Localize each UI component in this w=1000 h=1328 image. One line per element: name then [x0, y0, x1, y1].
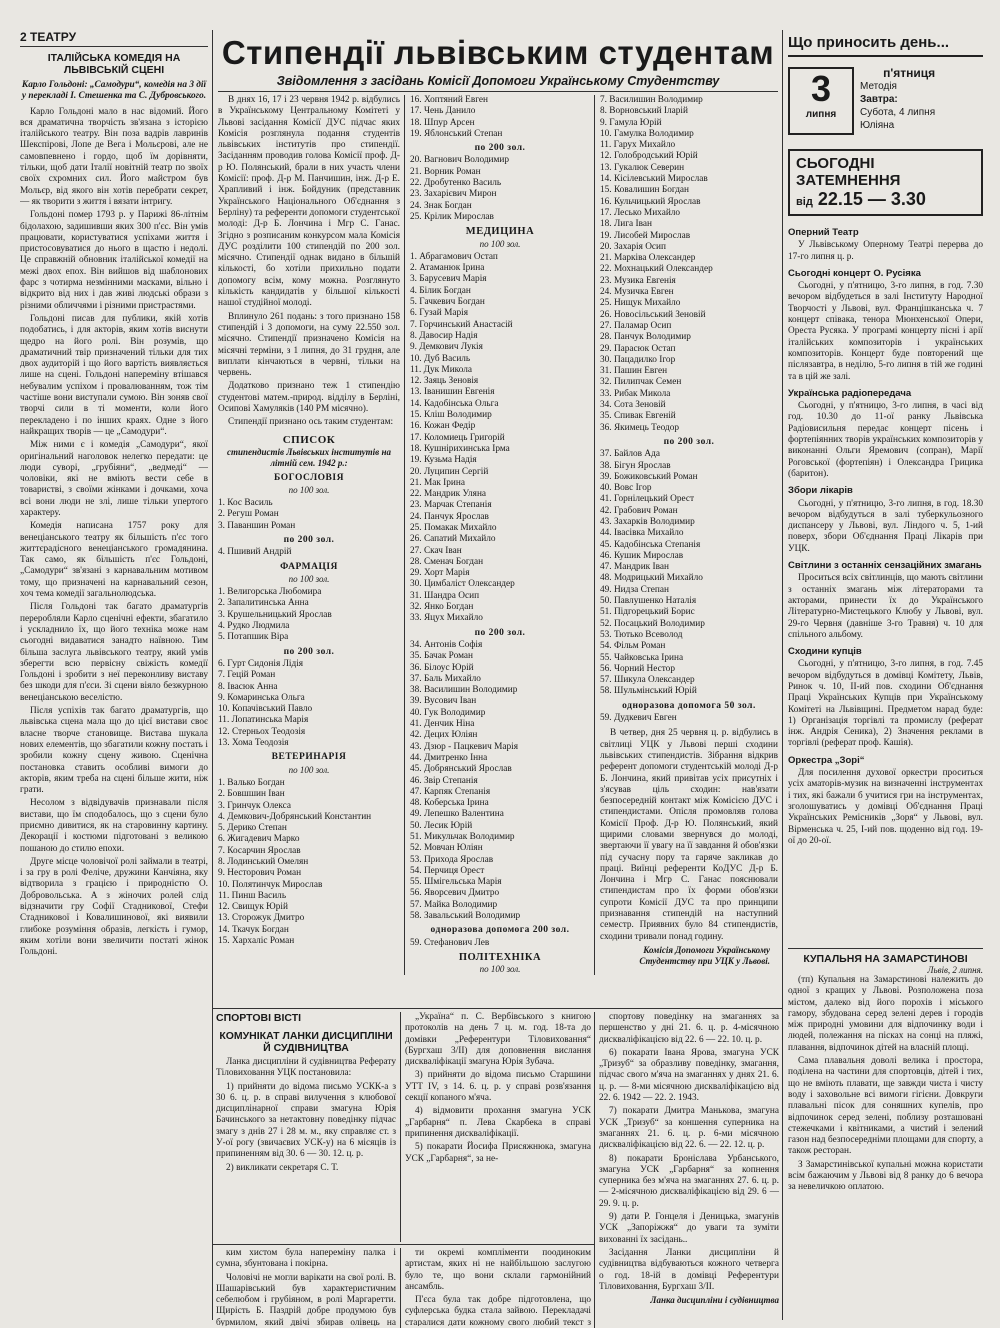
polytech-title: ПОЛІТЕХНІКА: [458, 951, 542, 963]
announcements: [788, 222, 983, 942]
list-item: 52. Посацький Володимир: [600, 618, 705, 629]
list-item: 34. Антонів Софія: [410, 639, 483, 650]
sports-paragraph: 7) покарати Дмитра Маньковa, змагуна УСК „Тризуб“ за коншення суперника на змаганнях 21. 6. ц. р. 6-ми місячною дискваліфікацією від 22. 6. — 22. 12. ц. р.: [599, 1106, 779, 1151]
list-item: 38. Василишин Володимир: [410, 685, 518, 696]
list-item: 37. Байлов Ада: [600, 449, 660, 460]
list-item: 12. Заяць Зеновія: [410, 376, 479, 387]
list-item: 1. Велигорська Любомира: [218, 587, 322, 598]
announcement-text: Сьогодні, у п'ятницю, 3-го липня, в год. 18.30 вечором відбудуться в залі туберкульозного диспансеру у Львові, вул. Ліндого ч. 5, 1-ий поверх, збори Об'єднання Праці Лікарів при УЦК.: [788, 498, 983, 554]
sports-paragraph: 2) викликати секретаря С. Т.: [226, 1162, 339, 1173]
list-item: 19. Лисобей Мирослав: [600, 230, 691, 241]
bath-paragraph: (тп) Купальня на Замарстинові належить до одної з кращих у Львові. Розположена поза містом, далеко від його порохів і міського гамору, збудована серед зелені дерев і городів між природні умовини для відпочинку води і людей, полежання на пісках на сонці на пляжі, плавання, відпочинок дітей на власній площі.: [788, 975, 983, 1053]
list-item: 7. Косарчин Ярослав: [218, 845, 301, 856]
sports-paragraph: Ланка дисципліни й судівництва Реферату Тіловиховання УЦК постановила:: [216, 1057, 396, 1079]
list-item: 37. Баль Михайло: [410, 673, 481, 684]
list-item: 20. Вагнович Володимир: [410, 155, 510, 166]
list-item: 21. Марківа Олександер: [600, 253, 696, 264]
list-item: 13. Іванишин Евгенія: [410, 387, 495, 398]
review-paragraph: Гольдоні писав для публики, якій хотів подобатись, і для акторів, яким хотів виснути щедро на його ролі. Він розумів, що драматичний твір призначений тільки для тих двох аудиторій і що його вартість виявляється лише на сцені. Гольдоні напереміну втішався небувалим успіхом і провалюванням, тож тім частіше вони виступали сумою. Він зоняв свої творчі сили в ті моменти, коли його перекладено і по інших краях. Одне з його найкращих творів — це „Самодури“.: [20, 313, 208, 437]
list-item: 58. Завальський Володимир: [410, 911, 521, 922]
list-item: 19. Яблонський Степан: [410, 128, 503, 139]
review-paragraph: Гольдоні помер 1793 р. у Парижі 86-літнім бідолахою, задишивши яких 300 п'єс. Він умів працювати, користуватися успіхами життя і пристосовуватися до нього в щастю і недолі. Це справжній обновник італійської комедії на межі двох епох. Він вийшов від шаблонових фарс з чотирма незмінними масками, вільно і відкрито від них і дав живі людські образи з різними обличчями і різними пристрастями.: [20, 210, 208, 311]
scholarship-column-2: [410, 95, 590, 975]
blackout-from: від: [796, 196, 813, 208]
list-item: 2. Запалитинська Анна: [218, 598, 309, 609]
day-panel-title: Що приносить день...: [788, 34, 950, 51]
sports-paragraph: спортову поведінку на змаганнях за першенство у дні 21. 6. ц. р. 4-місячною дискваліфікацією від 22. 6 — 22. 10. ц. р.: [599, 1012, 779, 1045]
list-item: 3. Барусевич Марія: [410, 274, 487, 285]
list-item: 16. Хоптяний Евген: [410, 95, 489, 105]
list-item: 20. Луципин Сергій: [410, 466, 489, 477]
polytech-amount: по 100 зол.: [479, 964, 521, 975]
list-item: 52. Мовчан Юліян: [410, 843, 483, 854]
list-item: 10. Полятинчук Мирослав: [218, 879, 323, 890]
intro-paragraph: Додатково признано теж 1 стипендію студентові матем.-природ. відділу в Берліні, Осипові Хамуляків (140 РМ місячно).: [218, 381, 400, 415]
veterinary-list-continued: [410, 95, 590, 140]
continuation-paragraph: П'єса була так добре підготовлена, що суфлерська будка стала зайвою. Перекладачі старалися дати кожному свого любий текст з: [405, 1295, 591, 1326]
list-item: 5. Гачкевич Богдан: [410, 297, 485, 308]
list-item: 32. Пилипчак Семен: [600, 377, 682, 388]
review-continuation-1: [216, 1248, 396, 1326]
scholarship-column-3: [600, 95, 778, 975]
list-item: 1. Абрагамович Остап: [410, 251, 498, 262]
polytech-one-time: [600, 713, 778, 724]
list-item: 48. Модрицький Михайло: [600, 573, 703, 584]
medicine-amount: по 100 зол.: [479, 238, 521, 249]
list-item: 38. Бігун Ярослав: [600, 460, 671, 471]
list-item: 55. Шмігельська Марія: [410, 877, 502, 888]
review-paragraph: Між ними є і комедія „Самодури“, якої оригінальний наголовок нелегко передати: це люди суворі, „грубіяни“, „ведмеді“ — чоловіки, які не вміють вести себе в товаристві, з своїми жінками і дочками, хоча всі вони люди не злі, лише тільки упертого характеру.: [20, 440, 208, 518]
list-item: 28. Панчук Володимир: [600, 332, 691, 343]
list-item: 59. Стефанович Лев: [410, 937, 490, 948]
list-item: 9. Гамула Юрій: [600, 117, 662, 128]
meeting-report: В четвер, дня 25 червня ц. р. відбулись в світлиці УЦК у Львові перші сходини львівських стипендистів. Зібрання відкрив референт допомоги студентській молоді Д-р Б. Лончина, який привітав усіх присутніх і з'ясував ціль сходин: нав'язати безпосередній контакт між Комісією ДУС і стипендистами. Опісля промовляв голова Комісії Проф. Д-р Ю. Полянський, який щирими словами звернувся до молоді, звертаючи її увагу на її завдання й обов'язки під сучасну пору та гаряче закликав до праці. Виїнці референти КоДУС Д-р Б. Лончина і Мгр С. Ганас пояснювали стипендистам про їх форми обов'язки супроти Комісії ДУС та про принципи признавання стипендій на наступний семестр. Приявних було 84 стипендистів, сходини тривали понад годину.: [600, 728, 778, 942]
list-item: 39. Божиковський Роман: [600, 471, 698, 482]
list-item: 40. Вовс Ігор: [600, 483, 652, 494]
list-item: 7. Василишин Володимир: [600, 95, 703, 105]
col4-one-time: одноразова допомога 50 зол.: [622, 700, 756, 711]
list-item: 53. Прихода Ярослав: [410, 854, 494, 865]
list-item: 29. Парасюк Остап: [600, 343, 676, 354]
list-item: 23. Марчак Степанія: [410, 500, 492, 511]
list-item: 59. Дудкевич Евген: [600, 713, 677, 724]
list-item: 47. Карпяк Степанія: [410, 786, 491, 797]
list-item: 4. Демкович-Добрянський Константин: [218, 811, 372, 822]
veterinary-list-200: [410, 155, 590, 223]
faculty-list: [218, 778, 400, 947]
announcement-heading: Сходини купців: [788, 646, 862, 658]
list-item: 13. Хома Теодозія: [218, 738, 289, 749]
bath-paragraph: Сама плавальня доволі велика і простора, поділена на частини для спортовців, дітей і тих, що не вміють плавати, ще завжди чиста і чисту воду і заховольне всі вимоги гігієни. Довкруги плавальні пісок для соняшних купелів, про відпочинок серед зелені, поблизу розташовані стежечками і квітниками, а чистий і зелений газон над безпосередніми площами для спорту, а також ресторан.: [788, 1056, 983, 1157]
list-item: 36. Білоус Юрій: [410, 662, 474, 673]
sports-paragraph: 3) прийняти до відома письмо Старшини УТТ IV, з 14. 6. ц. р. у справі розв'язання секції копаного м'яча.: [405, 1070, 591, 1104]
list-item: 35. Спивак Евгеній: [600, 411, 676, 422]
date-month: липня: [805, 109, 837, 120]
list-item: 8. Ворновський Іларій: [600, 106, 688, 117]
list-item: 27. Паламар Осип: [600, 320, 672, 331]
list-title: СПИСОК: [282, 433, 336, 446]
theatre-review-subtitle: Карло Гольдоні: „Самодури“, комедія на 3 дії у перекладі І. Стешенка та С. Дубровського.: [21, 80, 207, 102]
review-continuation-2: [405, 1248, 591, 1326]
list-item: 25. Нищук Михайло: [600, 298, 681, 309]
sports-column-3: [599, 1012, 779, 1312]
list-item: 42. Децих Юліян: [410, 730, 478, 741]
list-item: 8. Давосир Надія: [410, 330, 478, 341]
list-item: 45. Кадобінська Степанія: [600, 539, 701, 550]
section-name: ТЕАТРУ: [30, 30, 77, 44]
sports-column-2: [405, 1012, 591, 1242]
announcement-heading: Світлини з останніх сензаційних змагань: [788, 560, 982, 572]
list-item: 11. Гарух Михайло: [600, 140, 676, 151]
theatre-review-body: [20, 107, 208, 959]
list-item: 21. Ворник Роман: [410, 166, 481, 177]
list-item: 25. Крілик Мирослав: [410, 211, 494, 222]
list-item: 20. Захарія Осип: [600, 241, 667, 252]
faculty-list: [218, 587, 400, 643]
list-item: 41. Горнілецький Орест: [600, 494, 695, 505]
list-item: 46. Звір Степанія: [410, 775, 478, 786]
list-item: 45. Добрянський Ярослав: [410, 764, 512, 775]
list-item: 9. Несторович Роман: [218, 868, 302, 879]
list-item: 46. Кушик Мирослав: [600, 550, 684, 561]
list-item: 53. Тютько Всеволод: [600, 629, 683, 640]
medicine-title: МЕДИЦИНА: [465, 226, 535, 238]
list-item: 9. Демкович Лукія: [410, 342, 483, 353]
list-item: 4. Рудко Людмила: [218, 621, 290, 632]
bath-body: [788, 975, 983, 1235]
faculty-list-200: [218, 547, 400, 558]
list-item: 8. Лодинський Омелян: [218, 857, 309, 867]
announcement-text: Сьогодні, у п'ятницю, 3-го липня, в часі від год. 10.30 до 11-ої ранку Львівська Радіовисильня передає концерт пісень і фортепіянних творів українських композиторів у виконанні Ольги Яремович (сопран), Марії Роговської (фортепіян) і Олександра Грицика (баритон).: [788, 401, 983, 479]
list-item: 56. Яворсевич Дмитро: [410, 888, 500, 899]
list-item: 19. Кузьма Надія: [410, 455, 477, 466]
list-item: 3. Гринчук Олекса: [218, 800, 291, 811]
review-paragraph: Комедія написана 1757 року для венеціанського театру як більшість п'єс того життєрадісного венеціанського громадянина. Так само, як більшість п'єс Гольдоні, „Самодури“ зв'язані з карнавальним мотивом тому, що призначені на карнавальний сезон, хоч тема комедії загальнолюдська.: [20, 521, 208, 600]
faculty-amount-200: по 200 зол.: [283, 646, 335, 657]
list-item: 40. Гук Володимир: [410, 707, 486, 718]
sports-title: КОМУНІКАТ ЛАНКИ ДИСЦИПЛІНИ Й СУДІВНИЦТВА: [219, 1030, 393, 1054]
tomorrow-label: Завтра:: [860, 94, 898, 105]
theatre-review-title: ІТАЛІЙСЬКА КОМЕДІЯ НА ЛЬВІВСЬКІЙ СЦЕНІ: [47, 52, 181, 76]
list-item: 18. Шпур Арсен: [410, 117, 475, 128]
announcement-text: У Львівському Оперному Театрі перерва до 17-го липня ц. р.: [788, 240, 983, 262]
list-item: 6. Гузай Марія: [410, 308, 468, 319]
commission-signature: Комісія Допомоги Українському Студентству при УЦК у Львові.: [639, 944, 770, 967]
list-item: 22. Мохнацький Олександер: [600, 264, 713, 275]
list-item: 24. Панчук Ярослав: [410, 511, 489, 522]
list-item: 11. Дук Микола: [410, 364, 473, 375]
list-item: 41. Денчик Ніна: [410, 719, 475, 730]
polytech-list-200: [600, 449, 778, 698]
list-item: 21. Мак Ірина: [410, 477, 466, 488]
list-item: 49. Нидза Степан: [600, 584, 669, 595]
blackout-time: 22.15 — 3.30: [817, 189, 926, 209]
list-item: 7. Горчинський Анастасій: [410, 319, 513, 330]
faculty-amount: по 100 зол.: [288, 484, 330, 495]
faculty-title: ФАРМАЦІЯ: [280, 561, 338, 572]
list-item: 24. Знак Богдан: [410, 200, 472, 211]
theatre-review: [20, 52, 208, 1002]
faculty-lists: [218, 473, 400, 948]
list-item: 26. Сапатий Михайло: [410, 534, 496, 545]
medicine-list-200: [410, 640, 590, 922]
continuation-paragraph: ти окремі компліменти поодиноким артистам, яких ні не найбільшою заслугою було те, що вони склали гармонійний ансамбль.: [405, 1248, 591, 1292]
scholarship-column-1: [218, 95, 400, 975]
list-item: 11. Пинш Василь: [218, 890, 287, 901]
review-paragraph: Після успіхів так багато драматургів, що львівська сцена мала що до цієї вистави своє власне творче становище. Вистава шукала нових елементів, що збагатили кожну постать і зробили кожну сцену живою. Сценічна постановка ставить особливі вимоги до акторів, яким треба на сцені більше жити, ніж грати.: [20, 706, 208, 796]
list-item: 13. Гукалюк Северин: [600, 162, 685, 173]
list-item: 47. Мандрик Іван: [600, 562, 669, 573]
medicine-list-one-time: [410, 938, 590, 949]
list-item: 1. Валько Богдан: [218, 777, 285, 788]
medicine-one-time: одноразова допомога 200 зол.: [430, 925, 570, 936]
list-item: 49. Лепешко Валентина: [410, 809, 504, 820]
continuation-paragraph: ким хистом була напереміну палка і сумна, збунтована і покірна.: [216, 1248, 396, 1270]
faculty-amount-200: по 200 зол.: [283, 534, 335, 545]
list-item: 51. Микульчак Володимир: [410, 832, 515, 842]
list-item: 3. Крушельницький Ярослав: [218, 609, 332, 620]
list-item: 12. Стерньох Теодозія: [218, 726, 306, 737]
sports-paragraph: 8) покарати Броніслава Урбанського, змагуна УСК „Гарбарня“ за копнення суперника без м'яча на змаганнях 27. 6. ц. р. — 2-місячною дискваліфікацією від 29. 6 — 29. 9. ц. р.: [599, 1153, 779, 1209]
list-item: 39. Вусович Іван: [410, 696, 477, 707]
page-section-label: [20, 30, 90, 44]
list-item: 36. Якимець Теодор: [600, 422, 680, 433]
list-item: 5. Дерико Степан: [218, 823, 287, 834]
names-today: Методія: [860, 81, 897, 92]
list-item: 58. Шульмінський Юрій: [600, 686, 697, 697]
day-panel: [788, 34, 983, 1235]
review-paragraph: Несолом з відвідувачів признавали після вистави, що їм сподобалось, що з сцени було приємно дивитися, як на старовинну картину. Декорації і костюми підготовані з великою пошаною до стилю епохи.: [20, 798, 208, 854]
continuation-paragraph: Чоловічі не могли варікати на свої ролі. В. Шашарівський був характеристичним себелюбом і грубіяном, в ролі Маргаретти. Щирість Б. Паздрій добре продумою був бурмилом, який двічі збирав олівець на: [216, 1272, 396, 1326]
list-item: 14. Ткачук Богдан: [218, 924, 289, 935]
medicine-amount-200: по 200 зол.: [474, 627, 526, 638]
list-item: 22. Мандрик Уляна: [410, 489, 487, 500]
scholarship-intro: [218, 95, 400, 429]
list-item: 13. Сторожук Дмитро: [218, 913, 305, 924]
list-item: 30. Пацадилко Ігор: [600, 354, 676, 365]
list-item: 22. Дробутенко Василь: [410, 178, 502, 189]
polytech-list-continued: [600, 95, 778, 434]
list-item: 15. Ковалишин Богдан: [600, 185, 690, 196]
sports-body-1: [216, 1057, 396, 1174]
list-item: 16. Кожан Федір: [410, 421, 476, 432]
list-item: 2. Бовшшин Іван: [218, 789, 285, 800]
list-item: 55. Чайковська Ірина: [600, 652, 684, 663]
list-item: 6. Жигадевич Марко: [218, 834, 300, 845]
sports-paragraph: Засідання Ланки дисципліни й судівництва відбуваються кожного четверга о год. 18-ій в домівці Референтури Тіловиховання, Бургхаш 3/II.: [599, 1247, 779, 1292]
list-item: 1. Кос Василь: [218, 498, 273, 509]
announcement-text: Сьогодні, у п'ятницю, 3-го липня, в год. 7.45 вечором відбудуться в домівці Комітету, Львів, Ринок ч. 10, II-ий пов. сходини Об'єднання Праці Українських Купців при Українському Комітеті на Львівщині. Предметом нарад буде: 1) Організація торгівлі та промислу (реферат інж. Андрія Сеника), 2) Значення реклами в торгівлі (реферат проф. Кашія).: [788, 659, 983, 749]
list-item: 18. Лига Іван: [600, 219, 652, 230]
list-item: 8. Івасюк Анна: [218, 681, 278, 692]
date-box: [788, 67, 854, 135]
col4-amount-200: по 200 зол.: [663, 436, 715, 447]
announcement-heading: Оперний Театр: [788, 227, 859, 238]
list-item: 6. Гурт Сидонія Лідія: [218, 658, 304, 669]
faculty-title: БОГОСЛОВІЯ: [274, 472, 344, 483]
bath-date: Львів, 2 липня.: [927, 965, 983, 975]
intro-paragraph: В днях 16, 17 і 23 червня 1942 р. відбулись в Українському Центральному Комітеті у Львові засідання Комісії ДУС підчас яких Комісія розглянула подання студентів львівських інститутів про стипендії. Засіданням проводив голова Комісії проф. Д-р Ю. Полянський, брали в них участь члени Комісії: проф. Д-р М. Панчишин, інж. Д-р Е. Храпливий і інж. Бойдуник (представник Українського Національного Об'єднання з Берліну) та референти допомоги студентської молоді: Д-р Б. Лончина і Мгр С. Ганас. Згідно з розписаним конкурсом мала Комісія ДУС розділити 100 стипендій по 200 зол. місячно. Стипендії однак видано в більшій кількості, бо хотіли прихильно подати допомогу всім, кому можна. Розглянуто кількість кандидатів у більшої кількості нашої студійної молоді.: [218, 95, 400, 309]
list-item: 54. Перчиця Орест: [410, 865, 485, 876]
sports-column-1: [216, 1030, 396, 1240]
list-item: 11. Лопатинська Марія: [218, 715, 309, 726]
faculty-list-200: [218, 659, 400, 749]
list-item: 29. Хорт Марія: [410, 568, 470, 579]
intro-paragraph: Вплинуло 261 подань: з того признано 158 стипендій і 3 допомоги, на суму 22.550 зол. місячно. Стипендії призначено Комісія на місячні терміни, з 1 липня, до 31 грудня, але виплати кінчаються в червні, тільки на червень.: [218, 311, 400, 379]
list-item: 14. Кісілевський Мирослав: [600, 174, 708, 185]
list-item: 44. Дмитренко Інна: [410, 752, 488, 763]
list-item: 15. Кліш Володимир: [410, 410, 492, 421]
list-item: 57. Шикула Олександер: [600, 675, 695, 686]
weekday: п'ятниця: [883, 66, 936, 80]
list-item: 17. Лесько Михайло: [600, 207, 681, 218]
list-item: 35. Бачак Роман: [410, 651, 474, 662]
list-item: 7. Гецій Роман: [218, 670, 276, 681]
list-item: 14. Кадобінська Ольга: [410, 398, 499, 409]
announcement-text: Для посилення духової оркестри проситься усіх аматорів-музик на визначенні інструментах і тих, які бажали б учитися гри на інструментах, зголошуватись у домівці Об'єднання Праці Українських Ремісників „Зоря“ у Львові, вул. Вірменська ч. 25, I-ий пов. щоденно від год. 19-ої до 20-ої.: [788, 768, 983, 846]
sports-body-3: [599, 1012, 779, 1293]
list-item: 2. Регуш Роман: [218, 509, 279, 520]
list-item: 2. Атаманюк Ірина: [410, 263, 485, 274]
list-item: 57. Майка Володимир: [410, 899, 498, 910]
list-item: 48. Коберська Ірина: [410, 798, 489, 809]
list-item: 17. Коломиець Григорій: [410, 432, 505, 443]
review-paragraph: Карло Гольдоні мало в нас відомий. Його вся драматична творчість зв'язана з історією італійського театру. Він поза вадрів лавринів Шекспірові, Лопе де Вега і Мольєрові, але не самовпевнено і гордо, щоб їм дорівняти, тільки, щоб дати Італії новітній театр по звоїх своїх схромних сил. Його майстром був Мольєр, від якого він хотів перебрати секрет, — як творити з життя і вязати інтригу.: [20, 106, 208, 207]
announcement-heading: Сьогодні концерт О. Русіяка: [788, 267, 921, 279]
list-item: 33. Яцух Михайло: [410, 613, 483, 624]
faculty-title: ВЕТЕРИНАРІЯ: [271, 752, 347, 763]
intro-paragraph: Стипендії признано ось таким студентам:: [228, 417, 394, 428]
list-item: 24. Музичка Евген: [600, 287, 674, 298]
sports-paragraph: 4) відмовити прохання змагуна УСК „Гарбарня“ п. Лева Скарбека в справі припинення дискваліфікації.: [405, 1106, 591, 1139]
list-item: 23. Музика Евгенія: [600, 275, 676, 286]
sports-paragraph: 5) покарати Йосифа Присяжнюка, змагуна УСК „Гарбарня“, за не-: [405, 1142, 591, 1164]
announcement-heading: Збори лікарів: [788, 485, 853, 497]
faculty-list: [218, 498, 400, 532]
list-item: 51. Підгорецький Борис: [600, 607, 695, 618]
bath-paragraph: З Замарстинівської купальні можна користати всім бажаючим у Львові від 8 ранку до 6 вечора за невеличкою оплатою.: [788, 1159, 983, 1193]
main-title: Стипендії львівським студентам: [221, 34, 775, 71]
list-item: 3. Паваншин Роман: [218, 520, 296, 531]
sports-paragraph: 6) покарати Івана Ярова, змагуна УСК „Тризуб“ за образливу поведінку, змагання, підчас свого м'яча на змаганнях у днях 21. 6. ц. р. — 8-ми місячною дискваліфікацією від 22. 6. 1942 — 22. 2. 1943.: [599, 1047, 779, 1104]
list-item: 10. Дуб Василь: [410, 353, 471, 364]
list-item: 10. Гамулка Володимир: [600, 128, 694, 139]
date-number: 3: [810, 68, 832, 109]
amount-label: по 200 зол.: [474, 143, 526, 154]
names-tomorrow: Юліяна: [860, 120, 895, 131]
list-item: 50. Лесик Юрій: [410, 820, 473, 831]
list-item: 12. Голобродський Юрій: [600, 151, 698, 162]
sports-paragraph: 1) прийняти до відома письмо УСКК-а з 30 6. ц. р. в справі вилучення з клюбової дисциплінарної справи змагуна Юрія Бачинського за нетактовну поведінку підчас змагу з днів 27 і 28 м. м., яку справляє ст. з У-ої рогу (звичаєвих УСК-у) на 6 місяців із припиненням від 30. 6 — 30. 12. ц. р.: [216, 1081, 396, 1160]
list-item: 4. Пшивий Андрій: [218, 547, 292, 558]
list-item: 17. Чень Данило: [410, 106, 476, 117]
blackout-box: [788, 149, 983, 216]
list-item: 15. Хархаліс Роман: [218, 936, 295, 947]
list-item: 16. Кульчицький Ярослав: [600, 196, 701, 207]
list-item: 43. Захарків Володимир: [600, 516, 695, 527]
list-item: 18. Кушнірихинська Ірма: [410, 443, 510, 454]
list-item: 42. Грабович Роман: [600, 505, 678, 516]
list-subtitle: стипендистів Львівських інститутів на літній сем. 1942 р.:: [227, 446, 391, 469]
list-item: 44. Івасівка Михайло: [600, 528, 684, 539]
blackout-title: СЬОГОДНІ ЗАТЕМНЕННЯ: [796, 155, 901, 189]
list-item: 26. Новосільський Зеновій: [600, 309, 706, 320]
sports-paragraph: 9) дати Р. Гонцеля і Деницька, змагунів УСК „Запоріжжя“ до уваги та зуміти вихованні їх засідань..: [599, 1212, 779, 1245]
list-item: 43. Дзюр - Пацкевич Марія: [410, 741, 519, 752]
faculty-amount: по 100 зол.: [288, 573, 330, 584]
page-number: 2: [20, 30, 27, 44]
faculty-amount: по 100 зол.: [288, 764, 330, 775]
announcement-text: Проситься всіх світлинців, що мають світлини з останніх змагань між літераторами та акторами, принести їх до Українського Літературно-Мистецького Клюбу у Львові, вул. 29-го Червня (давніше 3-го Травня) ч. 10 для спільного альбому.: [788, 573, 983, 640]
list-item: 12. Свищук Юрій: [218, 902, 288, 913]
list-item: 28. Сменач Богдан: [410, 556, 484, 567]
list-item: 25. Помакак Михайло: [410, 522, 497, 533]
list-item: 10. Копачівський Павло: [218, 704, 313, 715]
list-item: 23. Захарієвич Мирон: [410, 189, 497, 200]
main-subtitle: Звідомлення з засідань Комісії Допомоги Українському Студентству: [276, 74, 720, 88]
review-paragraph: Друге місце чоловічої ролі займали в театрі, і за гру в ролі Феліче, дружини Канчіяна, яку відтворила з грацією і природністю О. Добровольська. А з жіночих ролей слід відзначити гру Софії Стадникової, Стефи Стадникової і Ковалишинової, які виявили глибоке розуміння образів, легкість і гумор, яким хотіли вони звеличити постаті жінок Гольдоні.: [20, 856, 208, 958]
medicine-list-100: [410, 252, 590, 625]
announcement-text: Сьогодні, у п'ятницю, 3-го липня, в год. 7.30 вечором відбудеться в залі Інституту Народної Творчості у Львові, вул. Францішканська ч. 7 концерт співака, тенора Мюнхенської Опери, Ореста Русяка. У програмі концерту пісні і арії італійських композиторів і українських композиторів. Концерт буде повторений ще післязавтра, в неділю, 5-го липня в тій же годині та в цій же залі.: [788, 281, 983, 382]
list-item: 31. Шандра Осип: [410, 590, 480, 601]
list-item: 33. Рибак Микола: [600, 388, 671, 399]
list-item: 4. Білик Богдан: [410, 285, 471, 296]
announcement-heading: Українська радіопередача: [788, 387, 912, 399]
sports-label: СПОРТОВІ ВІСТІ: [216, 1012, 302, 1024]
list-item: 30. Цимбаліст Олександер: [410, 579, 515, 590]
list-item: 54. Фільм Роман: [600, 641, 666, 652]
list-item: 27. Скач Іван: [410, 545, 462, 556]
tomorrow-date: Субота, 4 липня: [860, 107, 936, 118]
list-item: 31. Пашин Евген: [600, 366, 668, 377]
list-item: 5. Потапшик Віра: [218, 632, 289, 643]
sports-signature: Ланка дисципліни і судівництва: [650, 1295, 779, 1306]
sports-paragraph: „Україна“ п. С. Вербівського з книгою протоколів на день 7 ц. м. год. 18-та до домівки „Референтури Тіловиховання“ (Бургхаш 3/II) для доповнення вислання дискваліфікації змагуна Юрія Зубача.: [405, 1012, 591, 1068]
list-item: 56. Чорний Нестор: [600, 663, 675, 674]
announcement-heading: Оркестра „Зорі“: [788, 754, 865, 766]
review-paragraph: Після Гольдоні так багато драматургів переробляли Карло сценічні ефекти, збагатило і ускладнило їх, що його техніка може нам сьогодні видаватися занадто наївною. Тим більша заслуга львівського театру, який умів зберегти всю первісну свіжість комедії Гольдоні і зробити з неї переконливу виставу без шкоди для п'єси. Зі сцени віяло безжурною венеціанською веселістю.: [20, 602, 208, 703]
list-item: 32. Янко Богдан: [410, 602, 474, 613]
bath-title: КУПАЛЬНЯ НА ЗАМАРСТИНОВІ: [803, 953, 968, 965]
list-item: 50. Павлушенко Наталія: [600, 596, 697, 607]
list-item: 9. Комаринська Ольга: [218, 692, 305, 703]
list-item: 34. Сота Зеновій: [600, 400, 666, 411]
